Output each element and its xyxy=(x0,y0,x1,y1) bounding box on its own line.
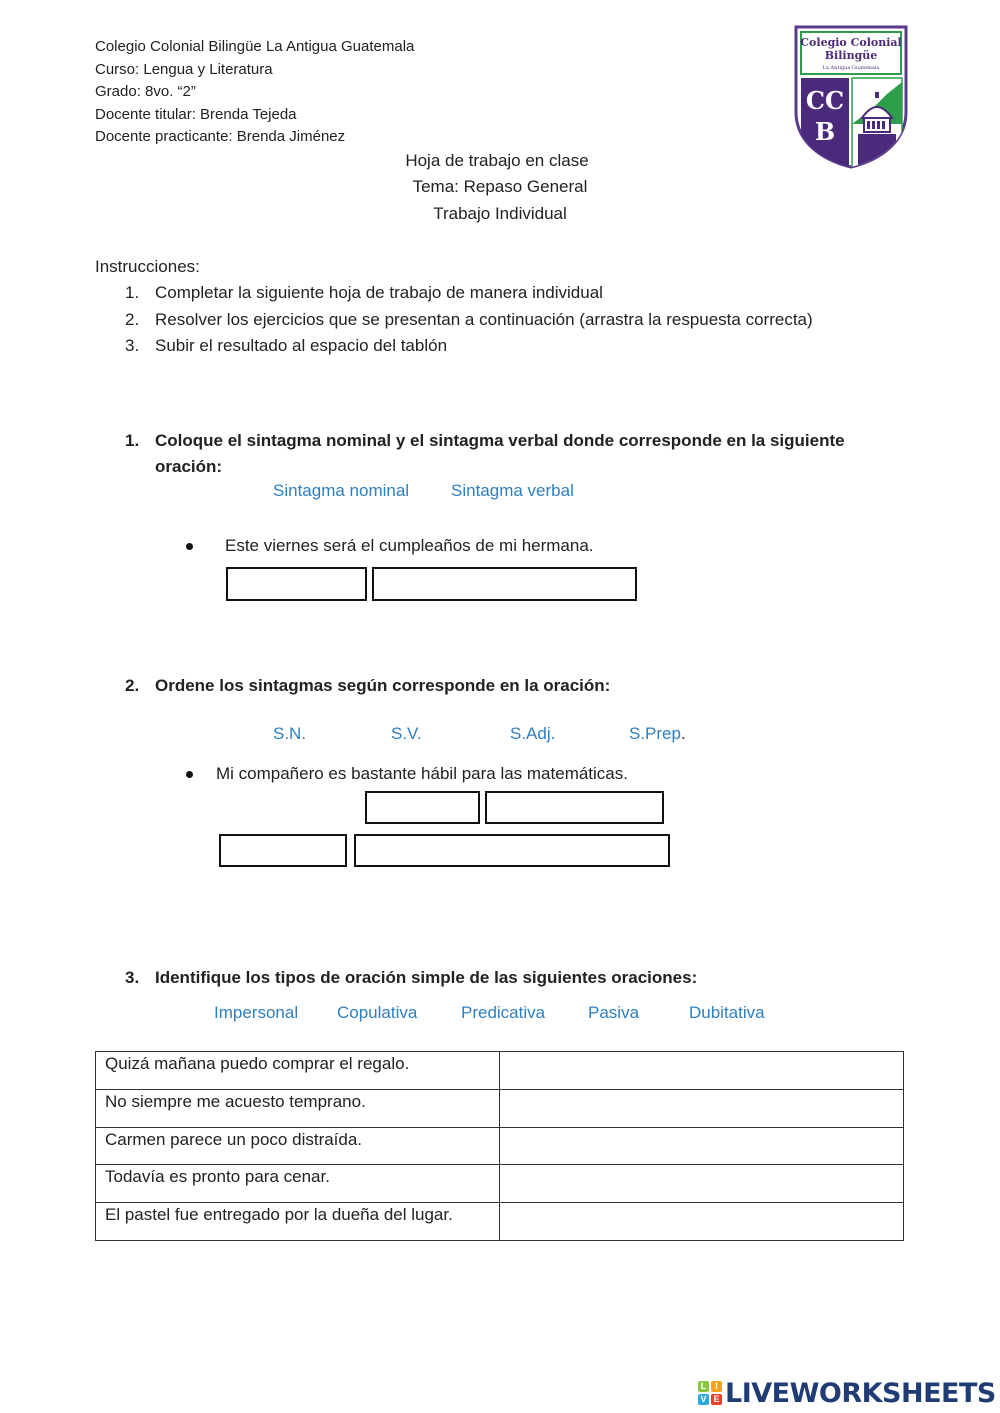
option-pasiva[interactable]: Pasiva xyxy=(588,1003,640,1022)
liveworksheets-logo xyxy=(698,1377,996,1409)
answer-drop-cell[interactable] xyxy=(499,1089,903,1127)
brand-text: LIVEWORKSHEETS xyxy=(725,1377,996,1409)
option-sprep[interactable] xyxy=(629,724,686,744)
exercise-number: 2. xyxy=(125,676,140,695)
exercise-3-title-text: Identifique los tipos de oración simple de las siguientes oraciones: xyxy=(155,968,698,987)
table-row xyxy=(96,1089,904,1127)
exercise-1-drop-box-1[interactable] xyxy=(226,567,367,601)
exercise-number: 3. xyxy=(125,968,140,987)
answer-drop-cell[interactable] xyxy=(499,1203,903,1241)
instruction-item xyxy=(125,283,603,303)
option-sadj[interactable]: S.Adj. xyxy=(510,724,556,743)
exercise-1-sentence: Este viernes será el cumpleaños de mi hermana. xyxy=(225,536,594,555)
school-info xyxy=(95,36,414,149)
tile-v: V xyxy=(698,1394,709,1405)
instructions-heading: Instrucciones: xyxy=(95,257,200,276)
exercise-2-title xyxy=(125,673,610,699)
sentence-cell: Quizá mañana puedo comprar el regalo. xyxy=(96,1052,500,1090)
option-sv[interactable]: S.V. xyxy=(391,724,422,743)
sentence-type-table xyxy=(95,1051,904,1241)
instruction-item xyxy=(125,310,813,330)
answer-drop-cell[interactable] xyxy=(499,1165,903,1203)
option-impersonal[interactable]: Impersonal xyxy=(214,1003,299,1022)
exercise-1-drop-box-2[interactable] xyxy=(372,567,637,601)
tile-e: E xyxy=(711,1394,722,1405)
worksheet-topic: Tema: Repaso General xyxy=(412,177,588,196)
exercise-2-drop-box-2[interactable] xyxy=(485,791,664,824)
instruction-number: 1. xyxy=(125,283,140,302)
svg-text:La Antigua Guatemala: La Antigua Guatemala xyxy=(822,65,880,71)
sentence-cell: Carmen parece un poco distraída. xyxy=(96,1127,500,1165)
instruction-text: Resolver los ejercicios que se presentan a continuación (arrastra la respuesta correcta) xyxy=(155,310,813,329)
bullet-icon xyxy=(186,543,193,550)
instruction-number: 3. xyxy=(125,336,140,355)
sentence-cell: Todavía es pronto para cenar. xyxy=(96,1165,500,1203)
exercise-1-title xyxy=(125,428,885,480)
option-copulativa[interactable]: Copulativa xyxy=(337,1003,418,1022)
option-sintagma-nominal[interactable]: Sintagma nominal xyxy=(273,481,410,500)
instruction-text: Subir el resultado al espacio del tablón xyxy=(155,336,448,355)
tile-i: I xyxy=(711,1381,722,1392)
svg-text:CC: CC xyxy=(805,86,845,115)
svg-text:Bilingüe: Bilingüe xyxy=(824,49,878,62)
table-row xyxy=(96,1052,904,1090)
exercise-2-drop-box-3[interactable] xyxy=(219,834,347,867)
exercise-2-drop-box-1[interactable] xyxy=(365,791,480,824)
svg-text:Colegio Colonial: Colegio Colonial xyxy=(800,36,902,49)
sentence-cell: El pastel fue entregado por la dueña del lugar. xyxy=(96,1203,500,1241)
student-teacher: Docente practicante: Brenda Jiménez xyxy=(95,128,346,145)
course: Curso: Lengua y Literatura xyxy=(95,60,273,78)
grade: Grado: 8vo. “2” xyxy=(95,83,196,100)
exercise-number: 1. xyxy=(125,431,140,450)
table-row xyxy=(96,1165,904,1203)
bullet-icon xyxy=(186,771,193,778)
table-row xyxy=(96,1127,904,1165)
option-predicativa[interactable]: Predicativa xyxy=(461,1003,546,1022)
sentence-cell: No siempre me acuesto temprano. xyxy=(96,1089,500,1127)
tile-l: L xyxy=(698,1381,709,1392)
svg-text:B: B xyxy=(814,117,836,146)
instruction-item xyxy=(125,336,447,356)
school-name: Colegio Colonial Bilingüe La Antigua Guatemala xyxy=(95,38,415,55)
worksheet-title: Hoja de trabajo en clase xyxy=(405,151,589,170)
exercise-2-sentence: Mi compañero es bastante hábil para las matemáticas. xyxy=(216,764,628,783)
answer-drop-cell[interactable] xyxy=(499,1052,903,1090)
live-tiles-icon xyxy=(698,1381,722,1405)
exercise-3-title xyxy=(125,965,697,991)
table-row xyxy=(96,1203,904,1241)
option-sn[interactable]: S.N. xyxy=(273,724,307,743)
exercise-1-title-line2: oración: xyxy=(155,457,223,476)
exercise-2-title-text: Ordene los sintagmas según corresponde en la oración: xyxy=(155,676,611,695)
option-sintagma-verbal[interactable]: Sintagma verbal xyxy=(451,481,574,500)
option-sprep-label: S.Prep xyxy=(629,724,681,743)
lead-teacher: Docente titular: Brenda Tejeda xyxy=(95,105,297,123)
instruction-number: 2. xyxy=(125,310,140,329)
option-sprep-suffix: . xyxy=(680,724,686,743)
exercise-2-drop-box-4[interactable] xyxy=(354,834,670,867)
worksheet-mode: Trabajo Individual xyxy=(433,204,567,223)
instruction-text: Completar la siguiente hoja de trabajo de manera individual xyxy=(155,283,603,302)
answer-drop-cell[interactable] xyxy=(499,1127,903,1165)
option-dubitativa[interactable]: Dubitativa xyxy=(689,1003,765,1022)
exercise-1-title-line1: Coloque el sintagma nominal y el sintagma verbal donde corresponde en la siguiente xyxy=(155,431,845,450)
